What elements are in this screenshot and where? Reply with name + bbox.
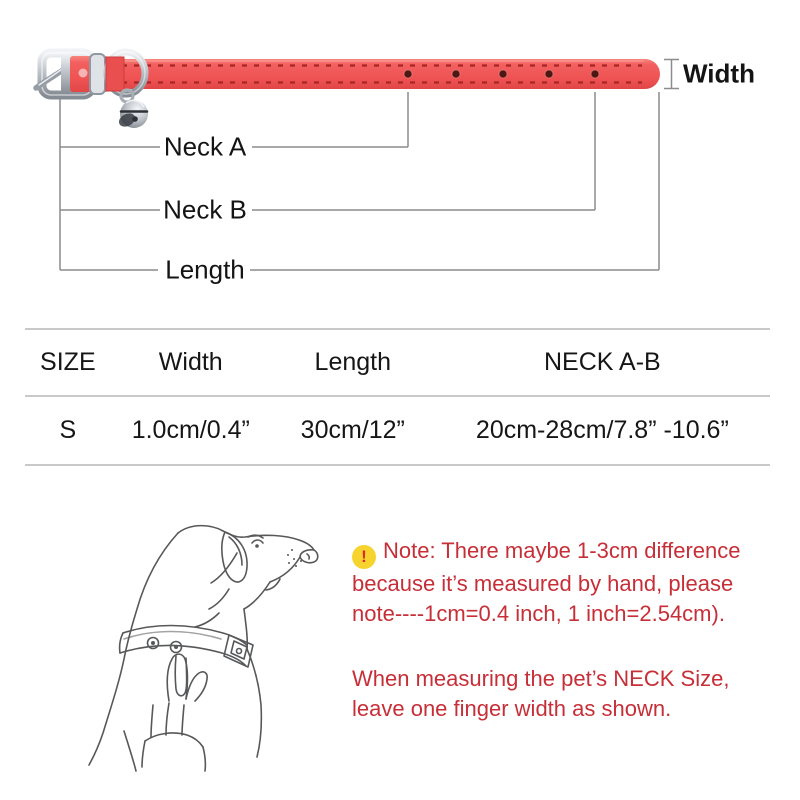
collar-measurement-diagram: [0, 0, 800, 320]
note2-line1: When measuring the pet’s NECK Size,: [352, 666, 730, 691]
note1-line2: because it’s measured by hand, please: [352, 571, 734, 596]
size-table-header-width: Width: [158, 348, 223, 376]
note1-line3: note----1cm=0.4 inch, 1 inch=2.54cm).: [352, 601, 725, 626]
measurement-lines: [60, 92, 659, 270]
size-table-header-length: Length: [314, 348, 392, 376]
neck-a-label: Neck A: [163, 131, 247, 162]
neck-value: 20cm-28cm/7.8” -10.6”: [475, 416, 729, 444]
collar-strap: [64, 59, 660, 89]
dog-measurement-sketch: [35, 495, 355, 795]
length-value: 30cm/12”: [300, 416, 405, 444]
size-table-header-neck: NECK A-B: [544, 348, 661, 376]
size-table-row-s: [25, 397, 770, 464]
size-table-header-size: SIZE: [40, 348, 96, 376]
exclamation-icon: !: [352, 545, 376, 569]
size-table: [25, 328, 770, 466]
note2-line2: leave one finger width as shown.: [352, 696, 672, 721]
measurement-notes: [352, 536, 800, 724]
neck-b-label: Neck B: [163, 194, 247, 225]
note1-line1: Note: There maybe 1-3cm difference: [383, 538, 741, 563]
collar-bell: [117, 90, 148, 129]
note-difference: [352, 536, 800, 629]
note-measuring: [352, 664, 800, 724]
width-value: 1.0cm/0.4”: [131, 416, 250, 444]
width-bracket: [664, 60, 679, 89]
size-value: S: [59, 416, 77, 444]
length-label: Length: [165, 254, 245, 285]
width-label: Width: [683, 58, 755, 89]
size-table-header-row: [25, 330, 770, 397]
